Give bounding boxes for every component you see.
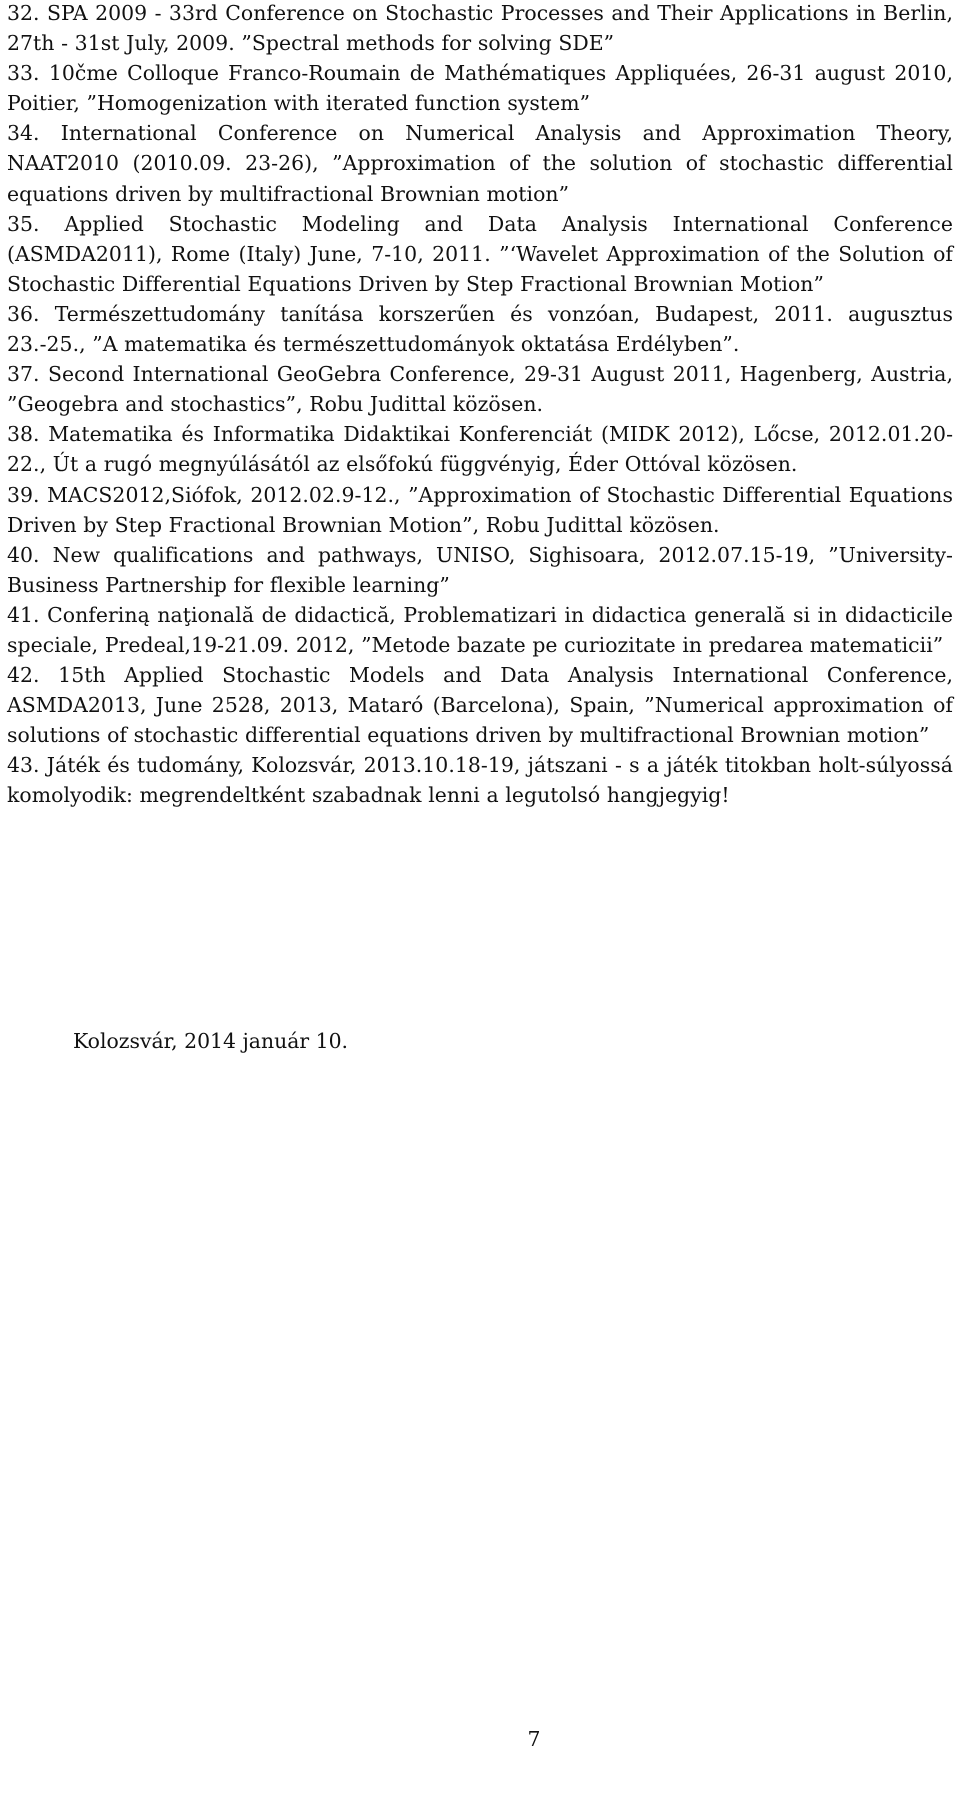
list-item (7, 419, 953, 479)
entry-text: Applied Stochastic Modeling and Data Analysis International Conference (ASMDA2011), Rome (Italy) June, 7-10, 2011. ”‘Wavelet Approximation of the Solution of Stochastic Differential Equations Driven by Step Fractional Brownian Motion” (7, 211, 953, 296)
list-item (7, 209, 953, 299)
entry-text: New qualifications and pathways, UNISO, Sighisoara, 2012.07.15-19, ”University-Business Partnership for flexible learning” (7, 542, 953, 597)
entry-text: Játék és tudomány, Kolozsvár, 2013.10.18-19, játszani - s a játék titokban holt-súlyossá komolyodik: megrendeltként szabadnak lenni a legutolsó hangjegyig! (7, 753, 953, 808)
list-item (7, 540, 953, 600)
entry-text: International Conference on Numerical Analysis and Approximation Theory, NAAT2010 (2010.09. 23-26), ”Approximation of the solution of stochastic differential equations driven by multifractional Brownian motion” (7, 121, 953, 206)
entry-number: 36. (7, 301, 40, 326)
entry-number: 41. (7, 602, 40, 627)
entry-number: 43. (7, 753, 40, 778)
list-item (7, 750, 953, 810)
entry-number: 35. (7, 211, 40, 236)
conference-list (7, 0, 953, 811)
entry-number: 38. (7, 422, 40, 447)
entry-text: 10čme Colloque Franco-Roumain de Mathématiques Appliquées, 26-31 august 2010, Poitier, ”Homogenization with iterated function system” (7, 61, 953, 116)
entry-text: Matematika és Informatika Didaktikai Konferenciát (MIDK 2012), Lőcse, 2012.01.20-22., Út a rugó megnyúlásától az elsőfokú függvényig, Éder Ottóval közösen. (7, 422, 954, 477)
entry-number: 40. (7, 542, 40, 567)
entry-text: 15th Applied Stochastic Models and Data Analysis International Conference, ASMDA2013, June 2528, 2013, Mataró (Barcelona), Spain, ”Numerical approximation of solutions of stochastic differential equations driven by multifractional Brownian motion” (7, 663, 953, 748)
entry-number: 39. (7, 482, 40, 507)
entry-text: Second International GeoGebra Conference, 29-31 August 2011, Hagenberg, Austria, ”Geogebra and stochastics”, Robu Judittal közösen. (7, 362, 954, 417)
entry-text: SPA 2009 - 33rd Conference on Stochastic Processes and Their Applications in Berlin, 27th - 31st July, 2009. ”Spectral methods for solving SDE” (7, 1, 953, 56)
list-item (7, 359, 953, 419)
entry-text: MACS2012,Siófok, 2012.02.9-12., ”Approximation of Stochastic Differential Equations Driven by Step Fractional Brownian Motion”, Robu Judittal közösen. (7, 482, 953, 537)
list-item (7, 660, 953, 750)
entry-number: 37. (7, 362, 40, 387)
list-item (7, 0, 953, 58)
list-item (7, 299, 953, 359)
entry-text: Conferiną naţională de didactică, Problematizari in didactica generală si in didacticile speciale, Predeal,19-21.09. 2012, ”Metode bazate pe curiozitate in predarea matematicii” (7, 602, 953, 657)
entry-number: 33. (7, 61, 40, 86)
entry-number: 42. (7, 663, 40, 688)
list-item (7, 480, 953, 540)
entry-number: 34. (7, 121, 40, 146)
list-item (7, 118, 953, 208)
entry-number: 32. (7, 1, 40, 25)
list-item (7, 58, 953, 118)
entry-text: Természettudomány tanítása korszerűen és vonzóan, Budapest, 2011. augusztus 23.-25., ”A matematika és természettudományok oktatása Erdélyben”. (7, 301, 953, 357)
page-number: 7 (527, 1727, 541, 1751)
list-item (7, 600, 953, 660)
place-and-date-signature: Kolozsvár, 2014 január 10. (73, 1029, 349, 1053)
